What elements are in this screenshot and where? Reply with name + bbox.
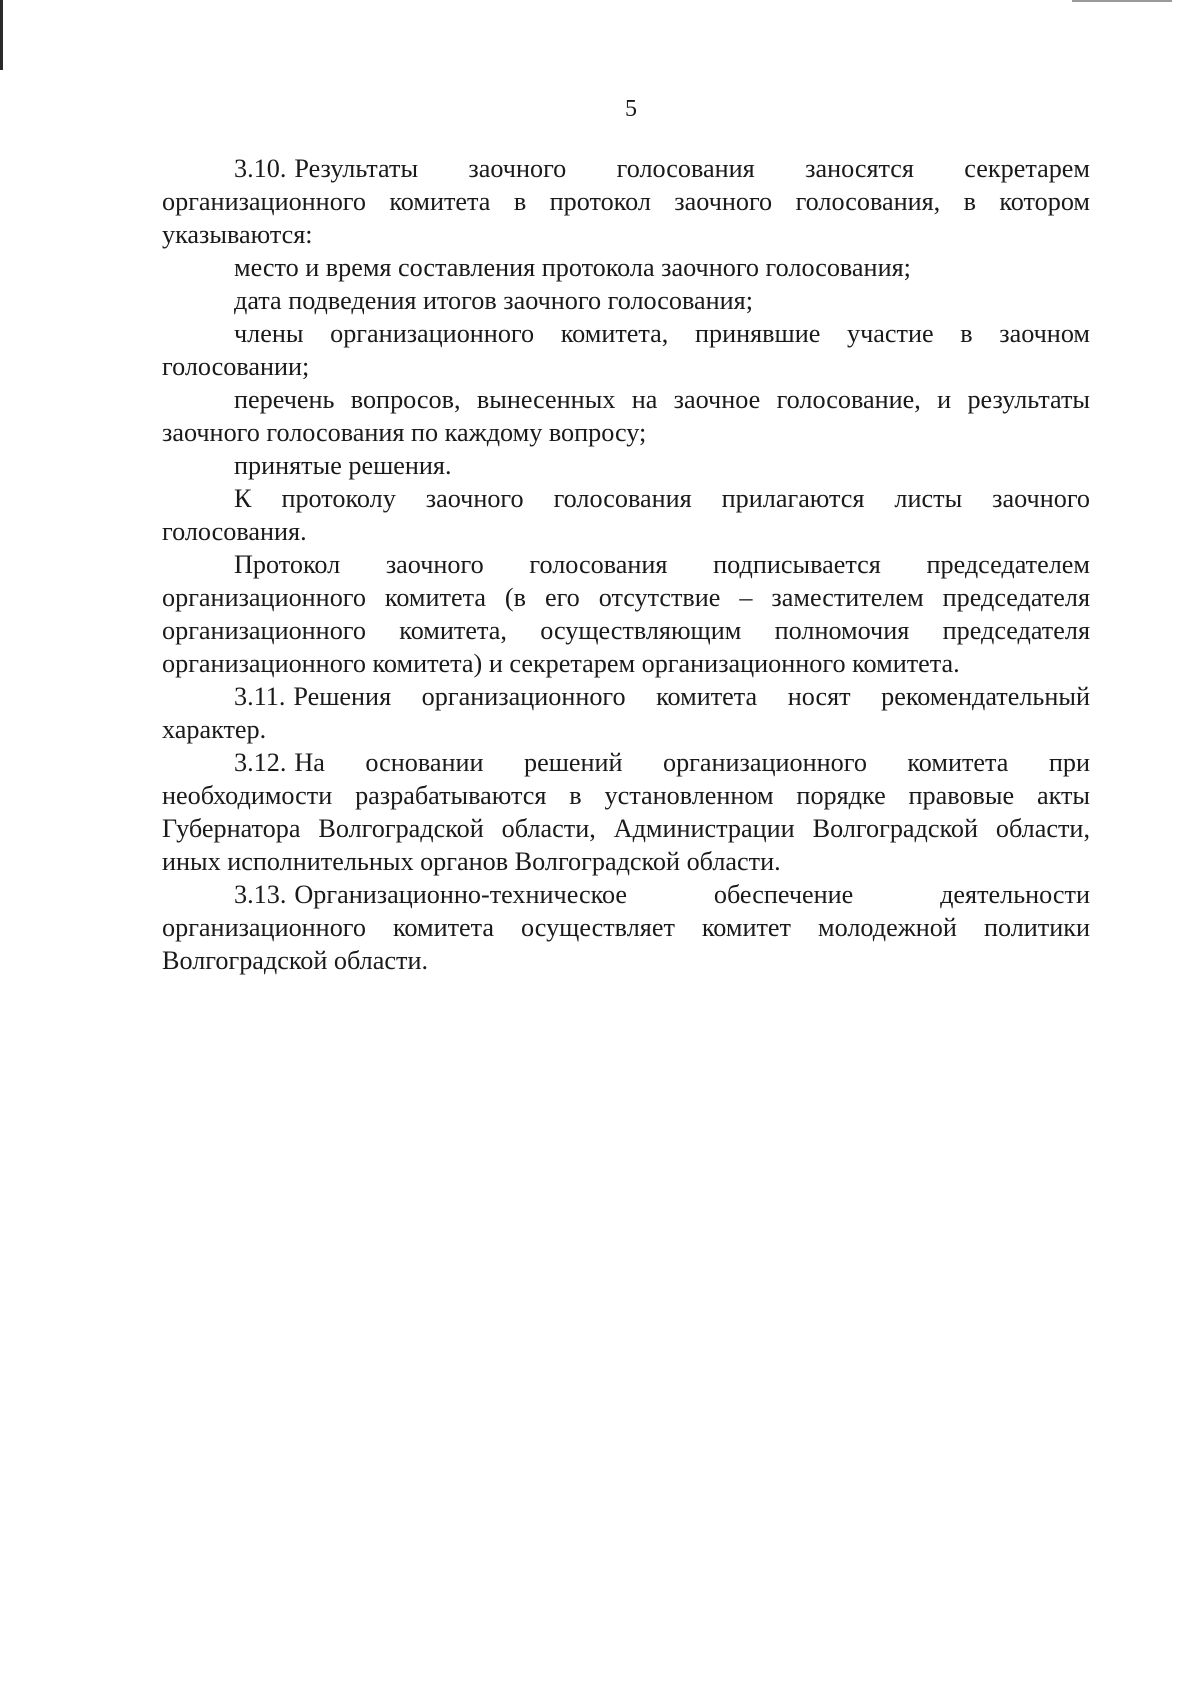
page-number: 5	[625, 96, 637, 122]
paragraph	[162, 317, 1090, 383]
paragraph-text: Результаты заочного голосования заносятся секретарем организационного комитета в протокол заочного голосования, в котором указываются:	[162, 154, 1090, 249]
paragraph-text: члены организационного комитета, принявшие участие в заочном голосовании;	[162, 319, 1090, 381]
paragraph-text: перечень вопросов, вынесенных на заочное голосование, и результаты заочного голосования по каждому вопросу;	[162, 385, 1090, 447]
paragraph	[162, 383, 1090, 449]
paragraph	[162, 251, 1090, 284]
paragraph-text: К протоколу заочного голосования прилагаются листы заочного голосования.	[162, 484, 1090, 546]
clause-number: 3.11.	[234, 682, 286, 711]
clause-number: 3.10.	[234, 154, 287, 183]
paragraph-text: Организационно-техническое обеспечение деятельности организационного комитета осуществляет комитет молодежной политики Волгоградской области.	[162, 880, 1090, 975]
paragraph	[162, 449, 1090, 482]
paragraph	[162, 548, 1090, 680]
paragraph-text: место и время составления протокола заочного голосования;	[234, 253, 911, 282]
paragraph	[162, 284, 1090, 317]
paragraph-text: принятые решения.	[234, 451, 452, 480]
document-body	[162, 152, 1090, 977]
paragraph	[162, 878, 1090, 977]
paragraph-text: дата подведения итогов заочного голосования;	[234, 286, 753, 315]
clause-number: 3.13.	[234, 880, 287, 909]
paragraph	[162, 746, 1090, 878]
paragraph-text: Протокол заочного голосования подписывается председателем организационного комитета (в его отсутствие – заместителем председателя организационного комитета, осуществляющим полномочия председателя организационного комитета) и секретарем организационного комитета.	[162, 550, 1090, 678]
paragraph	[162, 152, 1090, 251]
clause-number: 3.12.	[234, 748, 287, 777]
scan-edge-mark	[1072, 0, 1172, 2]
paragraph	[162, 482, 1090, 548]
scan-edge-mark	[0, 0, 3, 70]
paragraph-text: Решения организационного комитета носят рекомендательный характер.	[162, 682, 1090, 744]
paragraph-text: На основании решений организационного комитета при необходимости разрабатываются в установленном порядке правовые акты Губернатора Волгоградской области, Администрации Волгоградской области, иных исполнительных органов Волгоградской области.	[162, 748, 1090, 876]
paragraph	[162, 680, 1090, 746]
